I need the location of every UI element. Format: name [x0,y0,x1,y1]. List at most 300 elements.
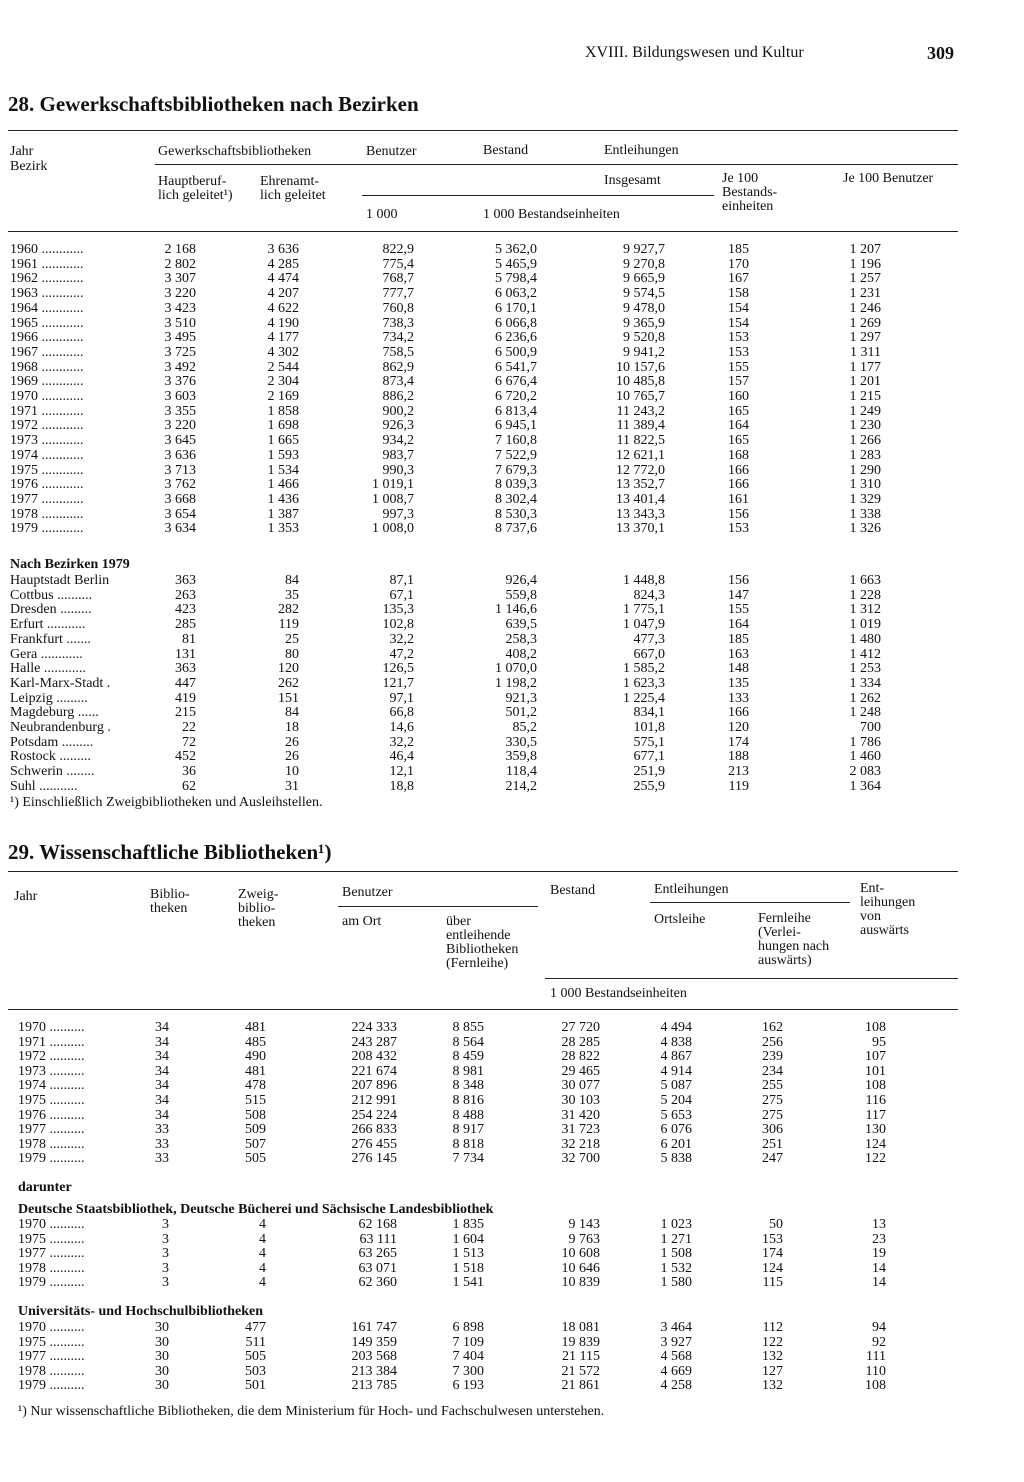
cell-insgesamt: 12 621,1 [616,447,665,463]
cell-von-auswaerts: 13 [872,1217,886,1232]
cell-ehrenamtlich: 3 636 [267,242,299,257]
table-row [0,493,1024,508]
cell-am-ort: 208 432 [351,1049,397,1065]
table-row [0,464,1024,479]
row-label: Potsdam ......... [10,735,94,750]
cell-je100-benutzer: 1 329 [849,491,881,507]
row-label: Neubrandenburg . [10,721,111,735]
row-label: 1977 .......... [18,1123,85,1138]
cell-fernleihe-benutzer: 6 898 [452,1320,484,1335]
t29-sub1-label: Deutsche Staatsbibliothek, Deutsche Bücherei und Sächsische Landesbibliothek [18,1202,494,1217]
cell-benutzer: 983,7 [382,447,414,463]
cell-je100-bestand: 166 [728,462,749,478]
row-label: 1975 .......... [18,1094,85,1108]
cell-je100-bestand: 155 [728,602,749,618]
cell-fernleihe-verleih: 234 [762,1063,783,1079]
table-row [0,765,1024,780]
row-label: 1977 ............ [10,492,84,507]
cell-benutzer: 1 008,7 [372,491,414,507]
cell-hauptberuflich: 81 [182,631,196,647]
cell-insgesamt: 1 225,4 [623,690,665,706]
cell-insgesamt: 9 927,7 [623,242,665,257]
cell-am-ort: 161 747 [351,1320,397,1335]
cell-bestand: 5 798,4 [495,271,537,287]
cell-benutzer: 121,7 [382,675,414,691]
cell-zweigbibliotheken: 503 [245,1363,266,1379]
cell-bibliotheken: 30 [155,1349,169,1365]
cell-fernleihe-benutzer: 6 193 [452,1378,484,1394]
cell-je100-bestand: 153 [728,344,749,360]
cell-ortsleihe: 1 271 [660,1231,692,1247]
cell-von-auswaerts: 116 [865,1093,886,1108]
cell-je100-bestand: 170 [728,256,749,272]
cell-zweigbibliotheken: 477 [245,1320,266,1335]
cell-je100-benutzer: 1 215 [849,389,881,404]
cell-ortsleihe: 1 508 [660,1246,692,1262]
cell-zweigbibliotheken: 481 [245,1063,266,1079]
table-row [0,1065,1024,1080]
cell-bestand: 32 218 [561,1136,600,1152]
t29-header-biblio: Biblio- theken [150,887,190,916]
t28-footnote: ¹) Einschließlich Zweigbibliotheken und Ausleihstellen. [10,795,323,810]
cell-bestand: 7 160,8 [495,433,537,449]
cell-von-auswaerts: 117 [865,1107,886,1123]
cell-bestand: 28 285 [561,1034,600,1050]
cell-je100-benutzer: 1 460 [849,749,881,765]
cell-je100-benutzer: 1 248 [849,705,881,721]
cell-je100-bestand: 164 [728,418,749,434]
cell-insgesamt: 13 401,4 [616,491,665,507]
cell-hauptberuflich: 3 725 [164,344,196,360]
cell-je100-bestand: 154 [728,315,749,331]
table-row [0,1094,1024,1109]
cell-von-auswaerts: 92 [872,1334,886,1350]
cell-insgesamt: 834,1 [633,705,665,721]
cell-bestand: 31 420 [561,1107,600,1123]
cell-hauptberuflich: 3 762 [164,477,196,493]
cell-insgesamt: 9 941,2 [623,344,665,360]
cell-bibliotheken: 34 [155,1034,169,1050]
table-row [0,302,1024,317]
row-label: 1978 .......... [18,1137,85,1152]
row-label: Rostock ......... [10,750,91,765]
cell-ehrenamtlich: 84 [285,573,299,588]
cell-bestand: 6 720,2 [495,389,537,404]
t28-header-insgesamt: Insgesamt [604,173,661,188]
cell-je100-bestand: 160 [728,389,749,404]
cell-je100-benutzer: 1 253 [849,661,881,677]
cell-benutzer: 777,7 [382,286,414,302]
row-label: Suhl ........... [10,779,78,794]
cell-bestand: 258,3 [505,631,537,647]
cell-je100-bestand: 120 [728,720,749,735]
cell-je100-benutzer: 1 196 [849,256,881,272]
cell-je100-bestand: 155 [728,359,749,375]
cell-hauptberuflich: 72 [182,734,196,750]
t29-header-amort: am Ort [342,914,382,929]
cell-am-ort: 62 360 [358,1275,397,1291]
cell-bibliotheken: 3 [162,1275,169,1291]
cell-bibliotheken: 33 [155,1136,169,1152]
cell-insgesamt: 101,8 [633,720,665,735]
table-row [0,633,1024,648]
cell-fernleihe-verleih: 255 [762,1078,783,1094]
cell-bestand: 28 822 [561,1049,600,1065]
cell-je100-benutzer: 1 266 [849,433,881,449]
table-29-top-rule [8,871,958,872]
cell-ortsleihe: 6 076 [660,1122,692,1138]
row-label: 1966 ............ [10,331,84,346]
cell-ehrenamtlich: 4 285 [267,256,299,272]
cell-fernleihe-verleih: 247 [762,1151,783,1167]
cell-ehrenamtlich: 84 [285,705,299,721]
cell-insgesamt: 255,9 [633,778,665,794]
cell-insgesamt: 251,9 [633,764,665,780]
t29-header-ueber: über entleihende Bibliotheken (Fernleihe) [446,914,519,971]
cell-von-auswaerts: 14 [872,1275,886,1291]
cell-hauptberuflich: 3 636 [164,447,196,463]
cell-insgesamt: 9 574,5 [623,286,665,302]
cell-zweigbibliotheken: 507 [245,1136,266,1152]
row-label: 1977 .......... [18,1350,85,1365]
cell-bestand: 6 066,8 [495,315,537,331]
cell-bestand: 5 465,9 [495,256,537,272]
t29-sub2-label: Universitäts- und Hochschulbibliotheken [18,1304,264,1319]
t29-header-zweig: Zweig- biblio- theken [238,887,279,930]
cell-insgesamt: 12 772,0 [616,462,665,478]
cell-ehrenamtlich: 1 353 [267,521,299,537]
cell-insgesamt: 9 270,8 [623,256,665,272]
cell-hauptberuflich: 3 645 [164,433,196,449]
cell-insgesamt: 824,3 [633,587,665,603]
cell-benutzer: 135,3 [382,602,414,618]
t28-header-bestand: Bestand [483,143,529,158]
row-label: 1970 .......... [18,1321,85,1335]
cell-am-ort: 276 455 [351,1136,397,1152]
table-row [0,361,1024,376]
t29-header-unit-be: 1 000 Bestandseinheiten [550,986,687,1001]
cell-benutzer: 97,1 [389,690,414,706]
cell-je100-bestand: 213 [728,764,749,780]
cell-je100-benutzer: 1 334 [849,675,881,691]
cell-je100-benutzer: 1 786 [849,734,881,750]
cell-bestand: 27 720 [561,1020,600,1035]
cell-benutzer: 18,8 [389,778,414,794]
row-label: 1970 ............ [10,390,84,404]
table-row [0,1123,1024,1138]
cell-am-ort: 63 071 [358,1260,397,1276]
cell-fernleihe-verleih: 275 [762,1107,783,1123]
cell-insgesamt: 11 822,5 [616,433,665,449]
cell-insgesamt: 575,1 [633,734,665,750]
cell-bibliotheken: 30 [155,1334,169,1350]
cell-zweigbibliotheken: 4 [259,1231,266,1247]
row-label: 1975 .......... [18,1335,85,1350]
cell-am-ort: 149 359 [351,1334,397,1350]
cell-bibliotheken: 3 [162,1217,169,1232]
table-row [0,1050,1024,1065]
cell-ehrenamtlich: 1 858 [267,403,299,419]
cell-am-ort: 212 991 [351,1093,397,1108]
cell-hauptberuflich: 3 634 [164,521,196,537]
cell-benutzer: 934,2 [382,433,414,449]
cell-ortsleihe: 5 653 [660,1107,692,1123]
cell-fernleihe-verleih: 306 [762,1122,783,1138]
cell-benutzer: 1 019,1 [372,477,414,493]
cell-benutzer: 886,2 [382,389,414,404]
cell-bestand: 6 236,6 [495,330,537,346]
table-28-title: 28. Gewerkschaftsbibliotheken nach Bezirken [8,92,419,116]
cell-bestand: 6 945,1 [495,418,537,434]
cell-fernleihe-verleih: 132 [762,1378,783,1394]
cell-je100-bestand: 153 [728,521,749,537]
cell-je100-bestand: 168 [728,447,749,463]
cell-insgesamt: 1 047,9 [623,617,665,633]
cell-hauptberuflich: 2 802 [164,256,196,272]
table-row [0,1321,1024,1336]
cell-fernleihe-verleih: 251 [762,1136,783,1152]
cell-ehrenamtlich: 4 207 [267,286,299,302]
cell-von-auswaerts: 95 [872,1034,886,1050]
cell-ortsleihe: 1 532 [660,1260,692,1276]
cell-insgesamt: 13 352,7 [616,477,665,493]
cell-je100-bestand: 163 [728,646,749,662]
cell-ehrenamtlich: 1 387 [267,506,299,522]
row-label: Hauptstadt Berlin [10,574,110,588]
cell-fernleihe-verleih: 122 [762,1334,783,1350]
row-label: Leipzig ......... [10,691,88,706]
row-label: 1979 .......... [18,1152,85,1167]
cell-ortsleihe: 5 204 [660,1093,692,1108]
cell-hauptberuflich: 3 603 [164,389,196,404]
cell-fernleihe-verleih: 115 [762,1275,783,1291]
cell-bestand: 926,4 [505,573,537,588]
cell-bestand: 30 077 [561,1078,600,1094]
cell-hauptberuflich: 36 [182,764,196,780]
cell-hauptberuflich: 3 355 [164,403,196,419]
cell-ehrenamtlich: 26 [285,734,299,750]
cell-je100-bestand: 154 [728,300,749,316]
cell-hauptberuflich: 3 376 [164,374,196,390]
cell-am-ort: 243 287 [351,1034,397,1050]
row-label: 1975 .......... [18,1232,85,1247]
cell-insgesamt: 677,1 [633,749,665,765]
cell-zweigbibliotheken: 505 [245,1151,266,1167]
table-row [0,1336,1024,1351]
cell-ortsleihe: 3 927 [660,1334,692,1350]
cell-von-auswaerts: 107 [865,1049,886,1065]
cell-fernleihe-verleih: 162 [762,1020,783,1035]
row-label: 1962 ............ [10,272,84,287]
cell-fernleihe-verleih: 127 [762,1363,783,1379]
cell-bestand: 32 700 [561,1151,600,1167]
cell-je100-benutzer: 1 290 [849,462,881,478]
cell-benutzer: 32,2 [389,631,414,647]
table-row [0,1079,1024,1094]
cell-ehrenamtlich: 1 466 [267,477,299,493]
row-label: 1976 ............ [10,478,84,493]
t28-header-bottom-rule [8,231,958,232]
row-label: 1970 .......... [18,1021,85,1035]
cell-insgesamt: 9 365,9 [623,315,665,331]
table-row [0,1109,1024,1124]
t28-header-benutzer: Benutzer [366,144,417,159]
cell-je100-benutzer: 1 663 [849,573,881,588]
cell-benutzer: 67,1 [389,587,414,603]
table-row [0,736,1024,751]
cell-bestand: 1 070,0 [495,661,537,677]
cell-hauptberuflich: 423 [175,602,196,618]
cell-bestand: 501,2 [505,705,537,721]
cell-bibliotheken: 3 [162,1231,169,1247]
t28-header-ehren: Ehrenamt- lich geleitet [260,174,326,203]
cell-je100-bestand: 188 [728,749,749,765]
cell-zweigbibliotheken: 490 [245,1049,266,1065]
cell-ortsleihe: 4 258 [660,1378,692,1394]
row-label: 1974 .......... [18,1079,85,1094]
row-label: 1969 ............ [10,375,84,390]
cell-hauptberuflich: 3 220 [164,418,196,434]
cell-bestand: 10 646 [561,1260,600,1276]
cell-ehrenamtlich: 4 302 [267,344,299,360]
cell-je100-benutzer: 1 480 [849,631,881,647]
table-row [0,1365,1024,1380]
table-row [0,390,1024,405]
cell-zweigbibliotheken: 4 [259,1260,266,1276]
cell-benutzer: 47,2 [389,646,414,662]
table-row [0,1276,1024,1291]
cell-hauptberuflich: 22 [182,720,196,735]
cell-bestand: 5 362,0 [495,242,537,257]
cell-je100-benutzer: 1 312 [849,602,881,618]
cell-ortsleihe: 4 669 [660,1363,692,1379]
cell-fernleihe-benutzer: 1 604 [452,1231,484,1247]
cell-ortsleihe: 6 201 [660,1136,692,1152]
cell-von-auswaerts: 108 [865,1020,886,1035]
cell-bestand: 85,2 [512,720,537,735]
t28-header-unit-1000: 1 000 [366,207,398,222]
cell-von-auswaerts: 122 [865,1151,886,1167]
table-row [0,1247,1024,1262]
t29-header-fernleihe: Fernleihe (Verlei- hungen nach auswärts) [758,911,830,968]
cell-zweigbibliotheken: 511 [245,1334,266,1350]
row-label: 1971 .......... [18,1035,85,1050]
table-row [0,721,1024,736]
cell-am-ort: 213 384 [351,1363,397,1379]
cell-von-auswaerts: 108 [865,1078,886,1094]
cell-am-ort: 266 833 [351,1122,397,1138]
cell-fernleihe-verleih: 132 [762,1349,783,1365]
cell-bestand: 10 839 [561,1275,600,1291]
cell-zweigbibliotheken: 4 [259,1217,266,1232]
row-label: 1976 .......... [18,1108,85,1123]
cell-bestand: 21 572 [561,1363,600,1379]
cell-je100-bestand: 133 [728,690,749,706]
cell-zweigbibliotheken: 485 [245,1034,266,1050]
cell-benutzer: 734,2 [382,330,414,346]
row-label: 1964 ............ [10,301,84,316]
cell-hauptberuflich: 3 495 [164,330,196,346]
cell-hauptberuflich: 3 492 [164,359,196,375]
cell-benutzer: 926,3 [382,418,414,434]
cell-benutzer: 862,9 [382,359,414,375]
cell-von-auswaerts: 23 [872,1231,886,1247]
row-label: Dresden ......... [10,603,92,618]
cell-bibliotheken: 30 [155,1363,169,1379]
cell-insgesamt: 1 775,1 [623,602,665,618]
cell-je100-bestand: 148 [728,661,749,677]
cell-je100-benutzer: 1 201 [849,374,881,390]
cell-von-auswaerts: 110 [865,1363,886,1379]
cell-bestand: 1 198,2 [495,675,537,691]
row-label: 1965 ............ [10,316,84,331]
cell-hauptberuflich: 419 [175,690,196,706]
t28-header-gewerk: Gewerkschaftsbibliotheken [158,144,312,159]
table-28-top-rule [8,130,958,131]
cell-insgesamt: 11 243,2 [616,403,665,419]
cell-hauptberuflich: 3 307 [164,271,196,287]
cell-bestand: 29 465 [561,1063,600,1079]
cell-benutzer: 46,4 [389,749,414,765]
cell-hauptberuflich: 3 220 [164,286,196,302]
row-label: 1973 ............ [10,434,84,449]
cell-benutzer: 873,4 [382,374,414,390]
table-row [0,1152,1024,1167]
table-row [0,375,1024,390]
t28-header-je100b: Je 100 Bestands- einheiten [722,171,778,214]
row-label: 1974 ............ [10,448,84,463]
cell-bibliotheken: 30 [155,1378,169,1394]
cell-bibliotheken: 34 [155,1049,169,1065]
cell-ehrenamtlich: 1 665 [267,433,299,449]
cell-fernleihe-benutzer: 1 513 [452,1246,484,1262]
cell-bestand: 8 737,6 [495,521,537,537]
row-label: Frankfurt ....... [10,632,91,647]
row-label: 1975 ............ [10,463,84,478]
cell-bestand: 9 143 [568,1217,600,1232]
cell-je100-bestand: 164 [728,617,749,633]
cell-benutzer: 900,2 [382,403,414,419]
cell-hauptberuflich: 3 668 [164,491,196,507]
cell-bestand: 330,5 [505,734,537,750]
table-row [0,574,1024,589]
t29-header-entausw: Ent- leihungen von auswärts [860,881,916,938]
cell-ortsleihe: 1 580 [660,1275,692,1291]
cell-fernleihe-benutzer: 7 734 [452,1151,484,1167]
cell-je100-benutzer: 1 364 [849,778,881,794]
cell-zweigbibliotheken: 4 [259,1246,266,1262]
cell-bestand: 214,2 [505,778,537,794]
t29-header-rule-3 [545,978,958,979]
cell-je100-bestand: 156 [728,506,749,522]
cell-ehrenamtlich: 4 474 [267,271,299,287]
row-label: Karl-Marx-Stadt . [10,676,111,691]
cell-bibliotheken: 33 [155,1151,169,1167]
cell-zweigbibliotheken: 481 [245,1020,266,1035]
cell-fernleihe-benutzer: 8 816 [452,1093,484,1108]
row-label: 1972 .......... [18,1050,85,1065]
cell-ehrenamtlich: 2 169 [267,389,299,404]
cell-bestand: 1 146,6 [495,602,537,618]
cell-am-ort: 203 568 [351,1349,397,1365]
table-row [0,677,1024,692]
table-row [0,346,1024,361]
cell-ortsleihe: 4 838 [660,1034,692,1050]
row-label: Magdeburg ...... [10,706,99,721]
cell-bibliotheken: 33 [155,1122,169,1138]
cell-je100-benutzer: 1 246 [849,300,881,316]
t29-header-jahr: Jahr [14,889,38,904]
